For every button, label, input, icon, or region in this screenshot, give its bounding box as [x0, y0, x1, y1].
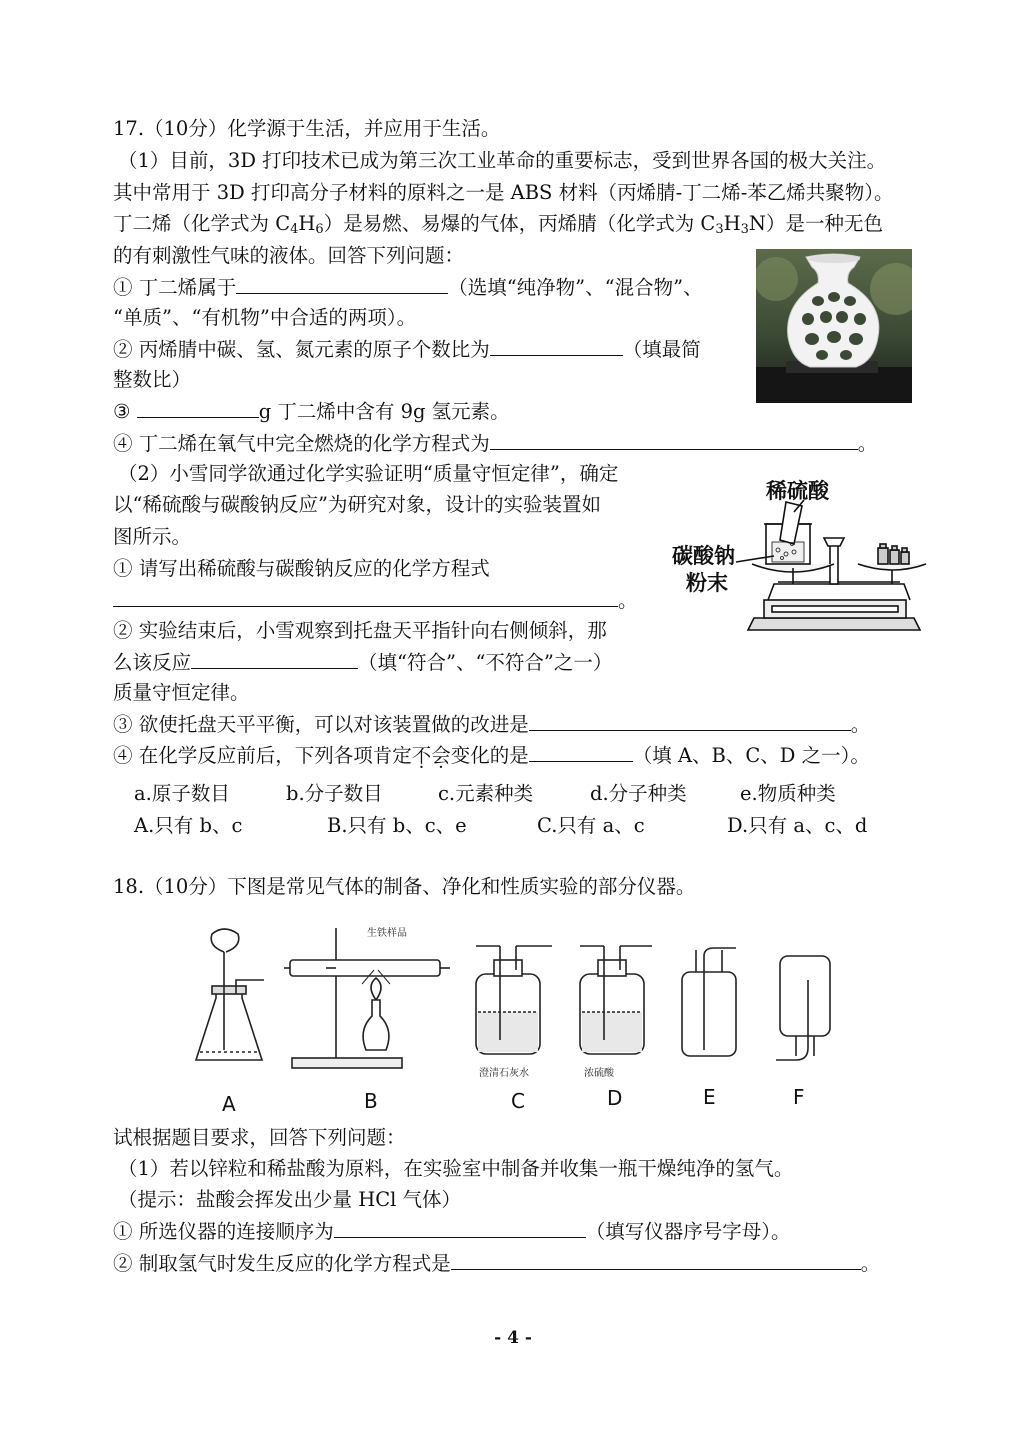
answer-blank[interactable] — [236, 274, 448, 294]
answer-blank[interactable] — [490, 336, 623, 356]
label-sodium-carbonate: 碳酸钠 — [672, 544, 735, 568]
text: 。 — [860, 1252, 881, 1275]
text: 变化的是 — [450, 744, 529, 767]
subscript: 4 — [290, 222, 299, 237]
answer-blank[interactable] — [529, 711, 851, 731]
text: 。 — [850, 713, 871, 736]
q17-p1-line1: （1）目前，3D 打印技术已成为第三次工业革命的重要标志，受到世界各国的极大关注。 — [118, 149, 887, 172]
text: 丁二烯（化学式为 C — [113, 212, 291, 235]
answer-blank[interactable] — [137, 398, 259, 418]
q18-header: 18.（10分）下图是常见气体的制备、净化和性质实验的部分仪器。 — [113, 875, 696, 898]
gas-apparatus-figure — [186, 920, 846, 1080]
text: H — [298, 212, 316, 235]
q17-j2-cont — [113, 649, 612, 676]
option-c: c.元素种类 — [438, 782, 534, 805]
q17-j4 — [113, 742, 870, 769]
emphasis-dot-char: 会 — [431, 744, 451, 767]
text: ③ — [113, 400, 137, 423]
text: ② 制取氢气时发生反应的化学方程式是 — [113, 1252, 451, 1275]
subscript: 3 — [740, 222, 749, 237]
subscript: 6 — [315, 222, 324, 237]
text: 么该反应 — [113, 651, 192, 674]
text: g 丁二烯中含有 9g 氢元素。 — [258, 400, 510, 423]
q17-j2: ② 实验结束后，小雪观察到托盘天平指针向右侧倾斜，那 — [113, 619, 607, 642]
q17-p1-line2: 其中常用于 3D 打印高分子材料的原料之一是 ABS 材料（丙烯腈-丁二烯-苯乙烯共聚物）。 — [113, 181, 894, 204]
text: （填最简 — [622, 338, 701, 361]
label-powder: 粉末 — [686, 571, 728, 595]
choice-A[interactable]: A.只有 b、c — [134, 814, 243, 837]
text: （填写仪器序号字母）。 — [585, 1220, 791, 1243]
apparatus-label-B: B — [364, 1089, 378, 1113]
answer-blank[interactable] — [113, 587, 618, 607]
q17-item2 — [113, 336, 701, 363]
text: N）是一种无色 — [748, 212, 883, 235]
text: ① 所选仪器的连接顺序为 — [113, 1220, 334, 1243]
choice-B[interactable]: B.只有 b、c、e — [327, 814, 467, 837]
apparatus-label-A: A — [222, 1092, 236, 1116]
text: ③ 欲使托盘天平平衡，可以对该装置做的改进是 — [113, 713, 529, 736]
text: ④ 在化学反应前后，下列各项肯定 — [113, 744, 412, 767]
q17-header: 17.（10分）化学源于生活，并应用于生活。 — [113, 117, 501, 140]
text: （填 A、B、C、D 之一）。 — [632, 744, 870, 767]
q17-item1 — [113, 274, 703, 301]
subscript: 3 — [715, 222, 724, 237]
option-b: b.分子数目 — [286, 782, 383, 805]
answer-blank[interactable] — [191, 649, 358, 669]
q17-j1: ① 请写出稀硫酸与碳酸钠反应的化学方程式 — [113, 557, 490, 580]
q17-j3 — [113, 711, 870, 738]
apparatus-label-D: D — [607, 1086, 623, 1110]
q17-j2-end: 质量守恒定律。 — [113, 681, 250, 704]
label-limewater: 澄清石灰水 — [479, 1068, 529, 1079]
answer-blank[interactable] — [529, 742, 633, 762]
text: ）是易燃、易爆的气体，丙烯腈（化学式为 C — [323, 212, 716, 235]
choice-C[interactable]: C.只有 a、c — [537, 814, 645, 837]
label-dilute-sulfuric-acid: 稀硫酸 — [766, 479, 829, 503]
text: H — [723, 212, 741, 235]
apparatus-label-F: F — [793, 1085, 805, 1109]
text: ② 丙烯腈中碳、氢、氮元素的原子个数比为 — [113, 338, 490, 361]
label-conc-sulfuric-acid: 浓硫酸 — [584, 1068, 614, 1079]
option-d: d.分子种类 — [590, 782, 687, 805]
q18-hint: （提示：盐酸会挥发出少量 HCl 气体） — [118, 1188, 462, 1211]
q17-item2-cont: 整数比） — [113, 368, 192, 391]
q17-p2-line1: （2）小雪同学欲通过化学实验证明“质量守恒定律”，确定 — [118, 462, 619, 485]
apparatus-label-C: C — [511, 1089, 525, 1113]
q17-p2-line2: 以“稀硫酸与碳酸钠反应”为研究对象，设计的实验装置如 — [113, 493, 601, 516]
q17-p1-line3 — [113, 211, 883, 237]
label-pig-iron-sample: 生铁样品 — [367, 928, 407, 939]
choice-D[interactable]: D.只有 a、c、d — [727, 814, 868, 837]
option-e: e.物质种类 — [740, 782, 836, 805]
q18-k2 — [113, 1250, 880, 1277]
text: ① 丁二烯属于 — [113, 276, 237, 299]
answer-blank[interactable] — [451, 1250, 861, 1270]
text: 。 — [618, 589, 638, 612]
page-number: - 4 - — [494, 1328, 532, 1348]
text: （填“符合”、“不符合”之一） — [358, 651, 613, 674]
q17-p2-line3: 图所示。 — [113, 525, 192, 548]
apparatus-label-E: E — [703, 1085, 716, 1109]
q17-p1-line4: 的有刺激性气味的液体。回答下列问题： — [113, 244, 465, 267]
emphasis-dot-char: 不 — [411, 744, 432, 767]
q17-j1-line — [113, 587, 638, 614]
answer-blank[interactable] — [490, 430, 858, 450]
q18-p1: （1）若以锌粒和稀盐酸为原料，在实验室中制备并收集一瓶干燥纯净的氢气。 — [118, 1157, 794, 1180]
3d-printed-vase-photo — [756, 249, 912, 403]
answer-blank[interactable] — [334, 1218, 586, 1238]
q17-item4 — [113, 430, 877, 457]
option-a: a.原子数目 — [134, 782, 230, 805]
q18-k1 — [113, 1218, 790, 1245]
text: （选填“纯净物”、“混合物”、 — [448, 276, 703, 299]
q18-intro: 试根据题目要求，回答下列问题： — [113, 1126, 406, 1149]
q17-item3 — [113, 398, 510, 425]
text: ④ 丁二烯在氧气中完全燃烧的化学方程式为 — [113, 432, 490, 455]
q17-item1-cont: “单质”、“有机物”中合适的两项）。 — [113, 306, 417, 329]
text: 。 — [857, 432, 878, 455]
